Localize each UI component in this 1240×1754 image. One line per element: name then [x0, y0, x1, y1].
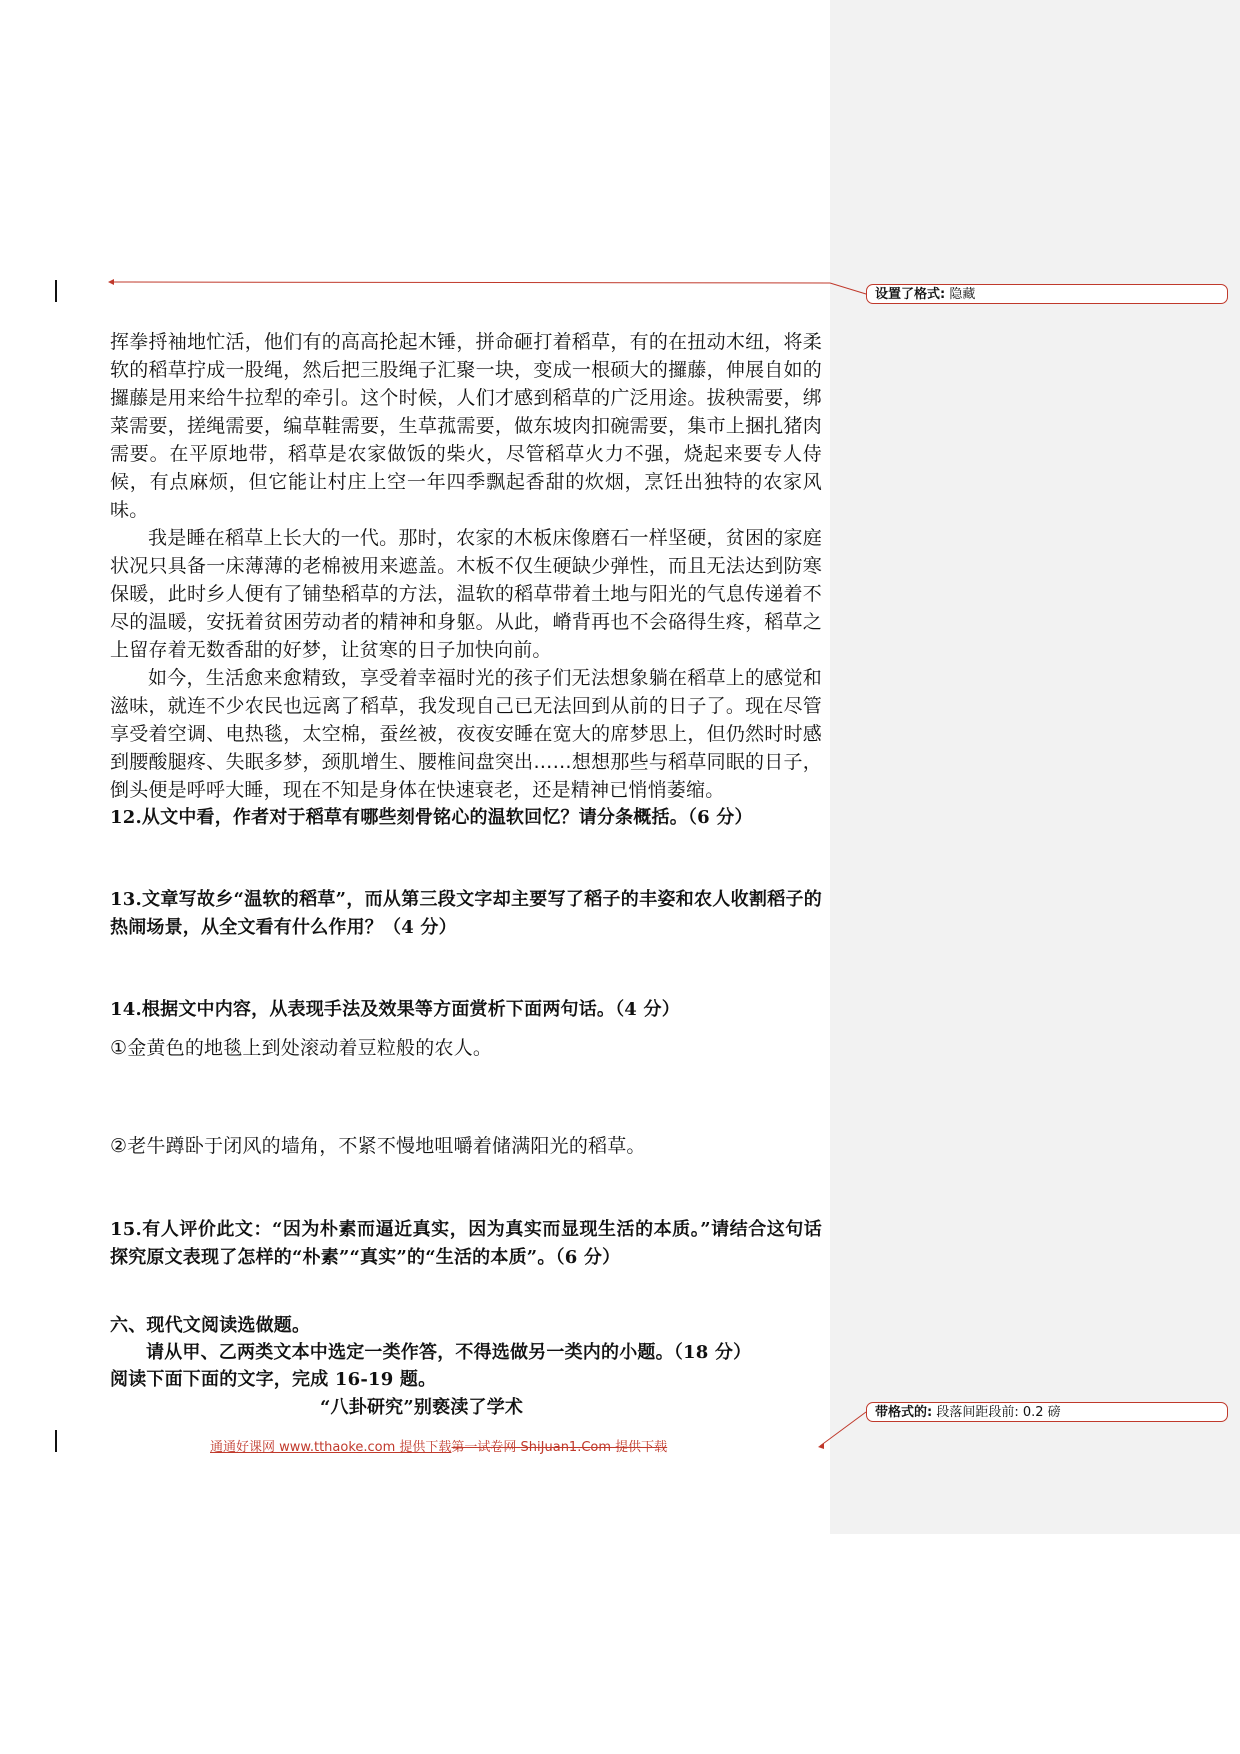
paragraph-1: 挥拳捋袖地忙活，他们有的高高抡起木锤，拼命砸打着稻草，有的在扭动木纽，将柔软的稻草拧成一股绳，然后把三股绳子汇聚一块，变成一根硕大的攞藤，伸展自如的攞藤是用来给牛拉犁的牵引。这个时候，人们才感到稻草的广泛用途。拔秧需要，绑菜需要，搓绳需要，编草鞋需要，生草菰需要，做东坡肉扣碗需要，集市上捆扎猪肉需要。在平原地带，稻草是农家做饭的柴火，尽管稻草火力不强，烧起来要专人侍候，有点麻烦，但它能让村庄上空一年四季飘起香甜的炊烟，烹饪出独特的农家风味。	[110, 331, 822, 521]
balloon-label: 设置了格式:	[875, 287, 946, 302]
revision-arrow-1	[108, 279, 114, 285]
footer-site-1[interactable]: 通通好课网 www.tthaoke.com 提供下载	[210, 1440, 452, 1455]
section-6-title: 六、现代文阅读选做题。	[110, 1315, 311, 1336]
section-6-instruction: 请从甲、乙两类文本中选定一类作答，不得选做另一类内的小题。（18 分）	[146, 1342, 752, 1363]
footer-site-2[interactable]: 第一试卷网 ShiJuan1.Com 提供下载	[451, 1440, 668, 1455]
answer-space-15[interactable]	[110, 1272, 822, 1312]
answer-space-12[interactable]	[110, 832, 822, 886]
question-14-sentence-1: ①金黄色的地毯上到处滚动着豆粒般的农人。	[110, 1037, 493, 1059]
section-6-reading-prompt: 阅读下面下面的文字，完成 16-19 题。	[110, 1369, 437, 1390]
balloon-connector-1	[830, 283, 866, 294]
balloon-connector-2	[820, 1412, 866, 1446]
balloon-value: 隐藏	[949, 287, 976, 302]
answer-space-14-2[interactable]	[110, 1160, 822, 1216]
document-body	[110, 328, 822, 1423]
question-14: 14.根据文中内容，从表现手法及效果等方面赏析下面两句话。（4 分）	[110, 999, 680, 1020]
revision-line-1	[110, 282, 830, 283]
answer-space-14-1[interactable]	[110, 1062, 822, 1132]
question-13: 13.文章写故乡“温软的稻草”，而从第三段文字却主要写了稻子的丰姿和农人收割稻子的热闹场景，从全文看有什么作用？（4 分）	[110, 889, 822, 938]
question-14-sentence-2: ②老牛蹲卧于闭风的墙角，不紧不慢地咀嚼着储满阳光的稻草。	[110, 1135, 646, 1157]
question-12: 12.从文中看，作者对于稻草有哪些刻骨铭心的温软回忆？请分条概括。（6 分）	[110, 807, 753, 828]
balloon-value: 段落间距段前: 0.2 磅	[936, 1405, 1061, 1420]
balloon-label: 带格式的:	[875, 1405, 933, 1420]
markup-balloon-formatting[interactable]	[866, 284, 1228, 304]
revision-arrow-2	[818, 1443, 824, 1449]
answer-space-13[interactable]	[110, 942, 822, 996]
paragraph-2: 我是睡在稻草上长大的一代。那时，农家的木板床像磨石一样坚硬，贫困的家庭状况只具备一床薄薄的老棉被用来遮盖。木板不仅生硬缺少弹性，而且无法达到防寒保暖，此时乡人便有了铺垫稻草的方法，温软的稻草带着土地与阳光的气息传递着不尽的温暖，安抚着贫困劳动者的精神和身躯。从此，嵴背再也不会硌得生疼，稻草之上留存着无数香甜的好梦，让贫寒的日子加快向前。	[110, 527, 822, 661]
question-15: 15.有人评价此文：“因为朴素而逼近真实，因为真实而显现生活的本质。”请结合这句话探究原文表现了怎样的“朴素”“真实”的“生活的本质”。（6 分）	[110, 1219, 822, 1268]
markup-balloon-paragraph-spacing[interactable]	[866, 1402, 1228, 1422]
paragraph-3: 如今，生活愈来愈精致，享受着幸福时光的孩子们无法想象躺在稻草上的感觉和滋味，就连不少农民也远离了稻草，我发现自己已无法回到从前的日子了。现在尽管享受着空调、电热毯，太空棉，蚕丝被，夜夜安睡在宽大的席梦思上，但仍然时时感到腰酸腿疼、失眠多梦，颈肌增生、腰椎间盘突出……想想那些与稻草同眠的日子，倒头便是呼呼大睡，现在不知是身体在快速衰老，还是精神已悄悄萎缩。	[110, 667, 822, 801]
page-footer	[210, 1436, 740, 1455]
section-6-article-title: “八卦研究”别亵渎了学术	[320, 1397, 524, 1418]
